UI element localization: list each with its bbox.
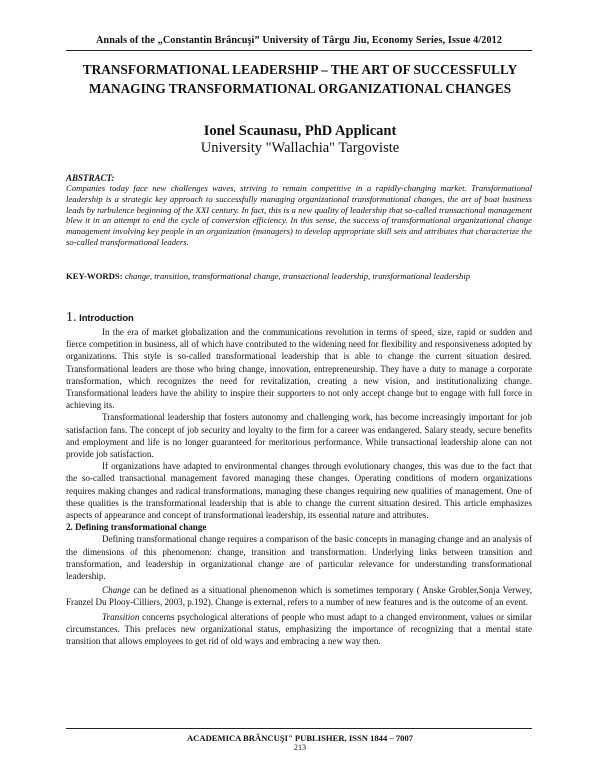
title-line-1: TRANSFORMATIONAL LEADERSHIP – THE ART OF SUCCESSFULLY <box>82 62 518 77</box>
section-1-title: Introduction <box>76 312 134 323</box>
term-change: Change <box>102 585 131 596</box>
author-name: Ionel Scaunasu, PhD Applicant <box>203 123 397 139</box>
footer-rule <box>66 728 532 729</box>
term-transition: Transition <box>102 611 140 622</box>
paragraph: If organizations have adapted to environmental changes through evolutionary changes, this was due to the fact that the so-called transactional management favored managing these changes. Operating conditions of modern organizations requires making changes and radical transformations, managing these changes requiring new qualities of management. One of these qualities is the transformational leadership that is able to change the current situation desired. This article emphasizes aspects of appearance and concept of transformational leadership, its essential nature and attributes. <box>66 461 532 521</box>
header-rule <box>66 50 532 51</box>
page-number: 213 <box>293 743 307 752</box>
abstract-text: Companies today face new challenges waves, striving to remain competitive in a rapidly-changing market. Transformational leadership is a strategic key approach to successfully managing organizational transformational changes, the art of boat business leads by turbulence beginning of the XXI century. In fact, this is a new quality of leadership that so-called transactional management blew it in an attempt to end the cycle of conversion efficiency. In this sense, the success of transformational organizational change management involving key people in an organization (managers) to develop appropriate skill sets and attributes that characterize the so-called transformational leaders. <box>66 183 532 247</box>
body-text <box>66 326 532 647</box>
paragraph: Defining transformational change requires a comparison of the basic concepts in managing change and an analysis of the dimensions of this phenomenon: change, transition and transformation. Underlying links between transition and transformation, and leadership in organizational change are of particular relevance for understanding transformational leadership. <box>66 534 532 582</box>
abstract-label: ABSTRACT: <box>66 173 115 183</box>
section-2-heading: 2. Defining transformational change <box>66 522 207 533</box>
paragraph-text: can be defined as a situational phenomenon which is sometimes temporary ( Anske Grobler,Sonja Verwey, Franzel Du Plooy-Cilliers, 2003, p.192). Change is external, refers to a number of new features and is the outcome of an event. <box>66 585 532 608</box>
paragraph-text: concerns psychological alterations of people who must adapt to a changed environment, values or similar circumstances. This prefaces new organizational status, emphasizing the importance of recognizing that a mental state transition that allows employees to get rid of old ways and embracing a new way then. <box>66 611 532 647</box>
paragraph <box>66 611 532 648</box>
running-header: Annals of the „Constantin Brâncuşi” University of Târgu Jiu, Economy Series, Issue 4/2012 <box>95 35 503 46</box>
keywords <box>66 271 532 282</box>
title-line-2: MANAGING TRANSFORMATIONAL ORGANIZATIONAL CHANGES <box>88 81 512 96</box>
section-1-heading <box>66 310 134 326</box>
keywords-label: KEY-WORDS: <box>66 271 123 281</box>
author-affiliation: University "Wallachia" Targoviste <box>200 140 400 156</box>
section-1-number: 1. <box>66 310 77 325</box>
paragraph <box>66 584 532 608</box>
paragraph: Transformational leadership that fosters autonomy and challenging work, has become increasingly important for job satisfaction fans. The concept of job security and loyalty to the firm for a career was endangered. Salary steady, secure benefits and employment and life is no longer guaranteed for meritorious performance. While transactional leadership alone can not provide job satisfaction. <box>66 412 532 460</box>
paper-title <box>56 60 544 98</box>
keywords-text: change, transition, transformational change, transactional leadership, transformational leadership <box>122 271 471 281</box>
footer-publisher: ACADEMICA BRÂNCUŞI" PUBLISHER, ISSN 1844 – 7007 <box>186 733 414 743</box>
paragraph: In the era of market globalization and the communications revolution in terms of speed, size, rapid or sudden and fierce competition in business, all of which have contributed to the widening need for flexibility and responsiveness adopted by organizations. This style is so-called transformational leadership that is able to change the current situation desired. Transformational leaders are those who bring change, innovation, entrepreneurship. They have a duty to manage a corporate transformation, which recognizes the need for revitalization, creating a new vision, and institutionalizing change. Transformational leaders have the ability to inspire their supporters to not only accept change but to engage with full force in achieving its. <box>66 327 532 411</box>
